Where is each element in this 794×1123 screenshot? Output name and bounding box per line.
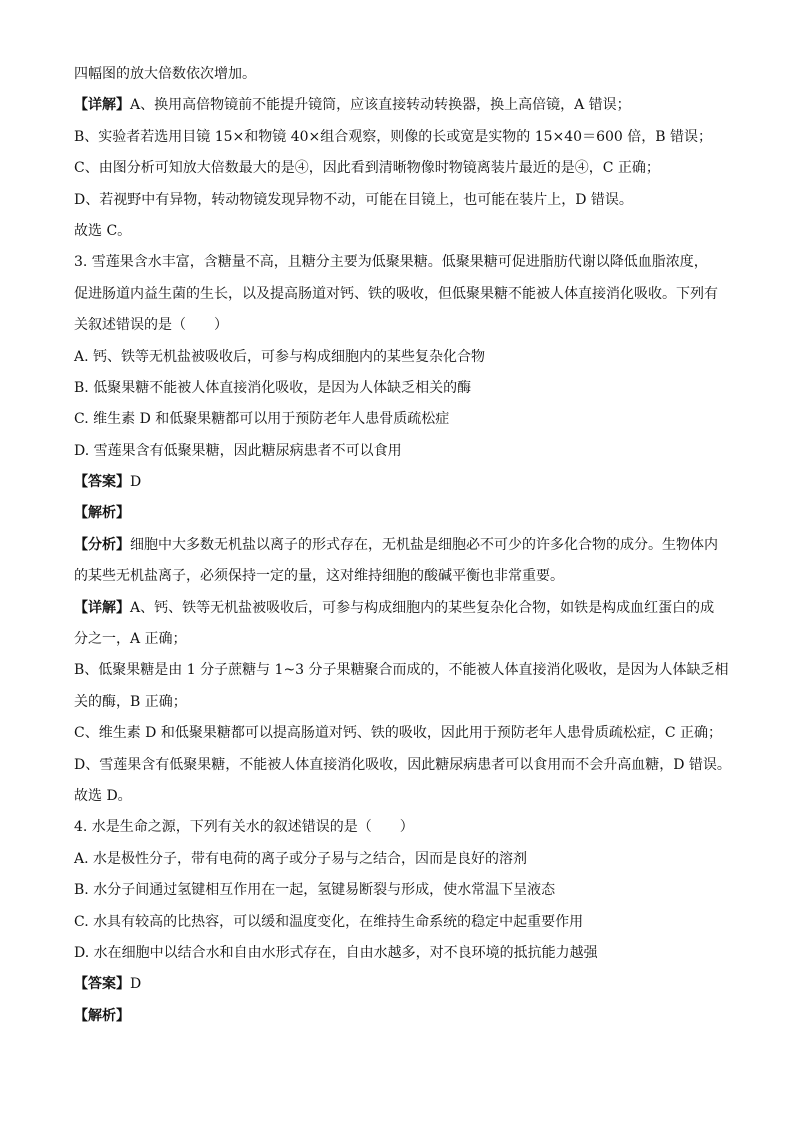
- line-text: B、低聚果糖是由 1 分子蔗糖与 1~3 分子果糖聚合而成的，不能被人体直接消化吸收，是因为人体缺乏相: [74, 662, 729, 679]
- text-line: [74, 816, 724, 838]
- text-line: [74, 754, 731, 776]
- line-text: A、换用高倍物镜前不能提升镜筒，应该直接转动转换器，换上高倍镜，A 错误；: [130, 97, 631, 114]
- line-text: C、维生素 D 和低聚果糖都可以提高肠道对钙、铁的吸收，因此用于预防老年人患骨质疏松症，C 正确；: [74, 725, 722, 742]
- line-text: C. 维生素 D 和低聚果糖都可以用于预防老年人患骨质疏松症: [74, 411, 450, 428]
- document-body: [74, 63, 731, 1036]
- text-line: [74, 408, 724, 430]
- text-line: [74, 565, 724, 587]
- line-text: D. 水在细胞中以结合水和自由水形式存在，自由水越多，对不良环境的抵抗能力越强: [74, 944, 598, 961]
- text-line: [74, 879, 724, 901]
- text-line: [74, 251, 724, 273]
- text-line: [74, 314, 724, 336]
- line-text: D: [130, 976, 142, 993]
- text-line: [74, 785, 724, 807]
- line-text: 4. 水是生命之源，下列有关水的叙述错误的是（ ）: [74, 819, 414, 836]
- line-text: 3. 雪莲果含水丰富，含糖量不高，且糖分主要为低聚果糖。低聚果糖可促进脂肪代谢以降低血脂浓度，: [74, 254, 708, 271]
- text-line: [74, 597, 724, 619]
- text-line: [74, 157, 724, 179]
- line-text: 关叙述错误的是（ ）: [74, 317, 228, 334]
- text-line: [74, 346, 724, 368]
- text-line: [74, 126, 724, 148]
- text-line: [74, 283, 724, 305]
- line-text: C、由图分析可知放大倍数最大的是④，因此看到清晰物像时物镜离装片最近的是④，C 正确；: [74, 160, 660, 177]
- line-text: D、雪莲果含有低聚果糖，不能被人体直接消化吸收，因此糖尿病患者可以食用而不会升高血糖，D 错误。: [74, 756, 731, 773]
- line-text: D: [130, 474, 142, 491]
- text-line: [74, 189, 724, 211]
- text-line: [74, 534, 724, 556]
- section-tag: 【答案】: [74, 976, 130, 993]
- text-line: [74, 942, 724, 964]
- line-text: A、钙、铁等无机盐被吸收后，可参与构成细胞内的某些复杂化合物，如铁是构成血红蛋白的成: [130, 599, 715, 616]
- line-text: D. 雪莲果含有低聚果糖，因此糖尿病患者不可以食用: [74, 442, 402, 459]
- section-tag: 【详解】: [74, 97, 130, 114]
- text-line: [74, 502, 724, 524]
- line-text: 关的酶，B 正确；: [74, 693, 187, 710]
- line-text: 故选 C。: [74, 222, 132, 239]
- section-tag: 【答案】: [74, 474, 130, 491]
- text-line: [74, 628, 724, 650]
- section-tag: 【解析】: [74, 505, 130, 522]
- line-text: 四幅图的放大倍数依次增加。: [74, 66, 256, 82]
- line-text: B. 水分子间通过氢键相互作用在一起，氢键易断裂与形成，使水常温下呈液态: [74, 882, 556, 899]
- text-line: [74, 220, 724, 242]
- line-text: 的某些无机盐离子，必须保持一定的量，这对维持细胞的酸碱平衡也非常重要。: [74, 568, 564, 585]
- text-line: [74, 911, 724, 933]
- text-line: [74, 722, 724, 744]
- section-tag: 【分析】: [74, 536, 130, 553]
- text-line: [74, 973, 724, 995]
- text-line: [74, 440, 724, 462]
- line-text: 分之一，A 正确；: [74, 631, 187, 648]
- line-text: D、若视野中有异物，转动物镜发现异物不动，可能在目镜上，也可能在装片上，D 错误。: [74, 191, 633, 208]
- section-tag: 【详解】: [74, 599, 130, 616]
- text-line: [74, 848, 724, 870]
- section-tag: 【解析】: [74, 1007, 130, 1024]
- text-line: [74, 659, 729, 681]
- text-line: [74, 94, 724, 116]
- line-text: 促进肠道内益生菌的生长，以及提高肠道对钙、铁的吸收，但低聚果糖不能被人体直接消化吸收。下列有: [74, 285, 718, 302]
- text-line: [74, 471, 724, 493]
- text-line: [74, 691, 724, 713]
- line-text: 细胞中大多数无机盐以离子的形式存在，无机盐是细胞必不可少的许多化合物的成分。生物体内: [130, 536, 718, 553]
- line-text: 故选 D。: [74, 787, 132, 804]
- line-text: B、实验者若选用目镜 15×和物镜 40×组合观察，则像的长或宽是实物的 15×40＝600 倍，B 错误；: [74, 128, 712, 145]
- line-text: C. 水具有较高的比热容，可以缓和温度变化，在维持生命系统的稳定中起重要作用: [74, 913, 584, 930]
- text-line: [74, 63, 724, 85]
- line-text: B. 低聚果糖不能被人体直接消化吸收，是因为人体缺乏相关的酶: [74, 379, 472, 396]
- line-text: A. 水是极性分子，带有电荷的离子或分子易与之结合，因而是良好的溶剂: [74, 850, 528, 867]
- line-text: A. 钙、铁等无机盐被吸收后，可参与构成细胞内的某些复杂化合物: [74, 348, 486, 365]
- text-line: [74, 1005, 724, 1027]
- text-line: [74, 377, 724, 399]
